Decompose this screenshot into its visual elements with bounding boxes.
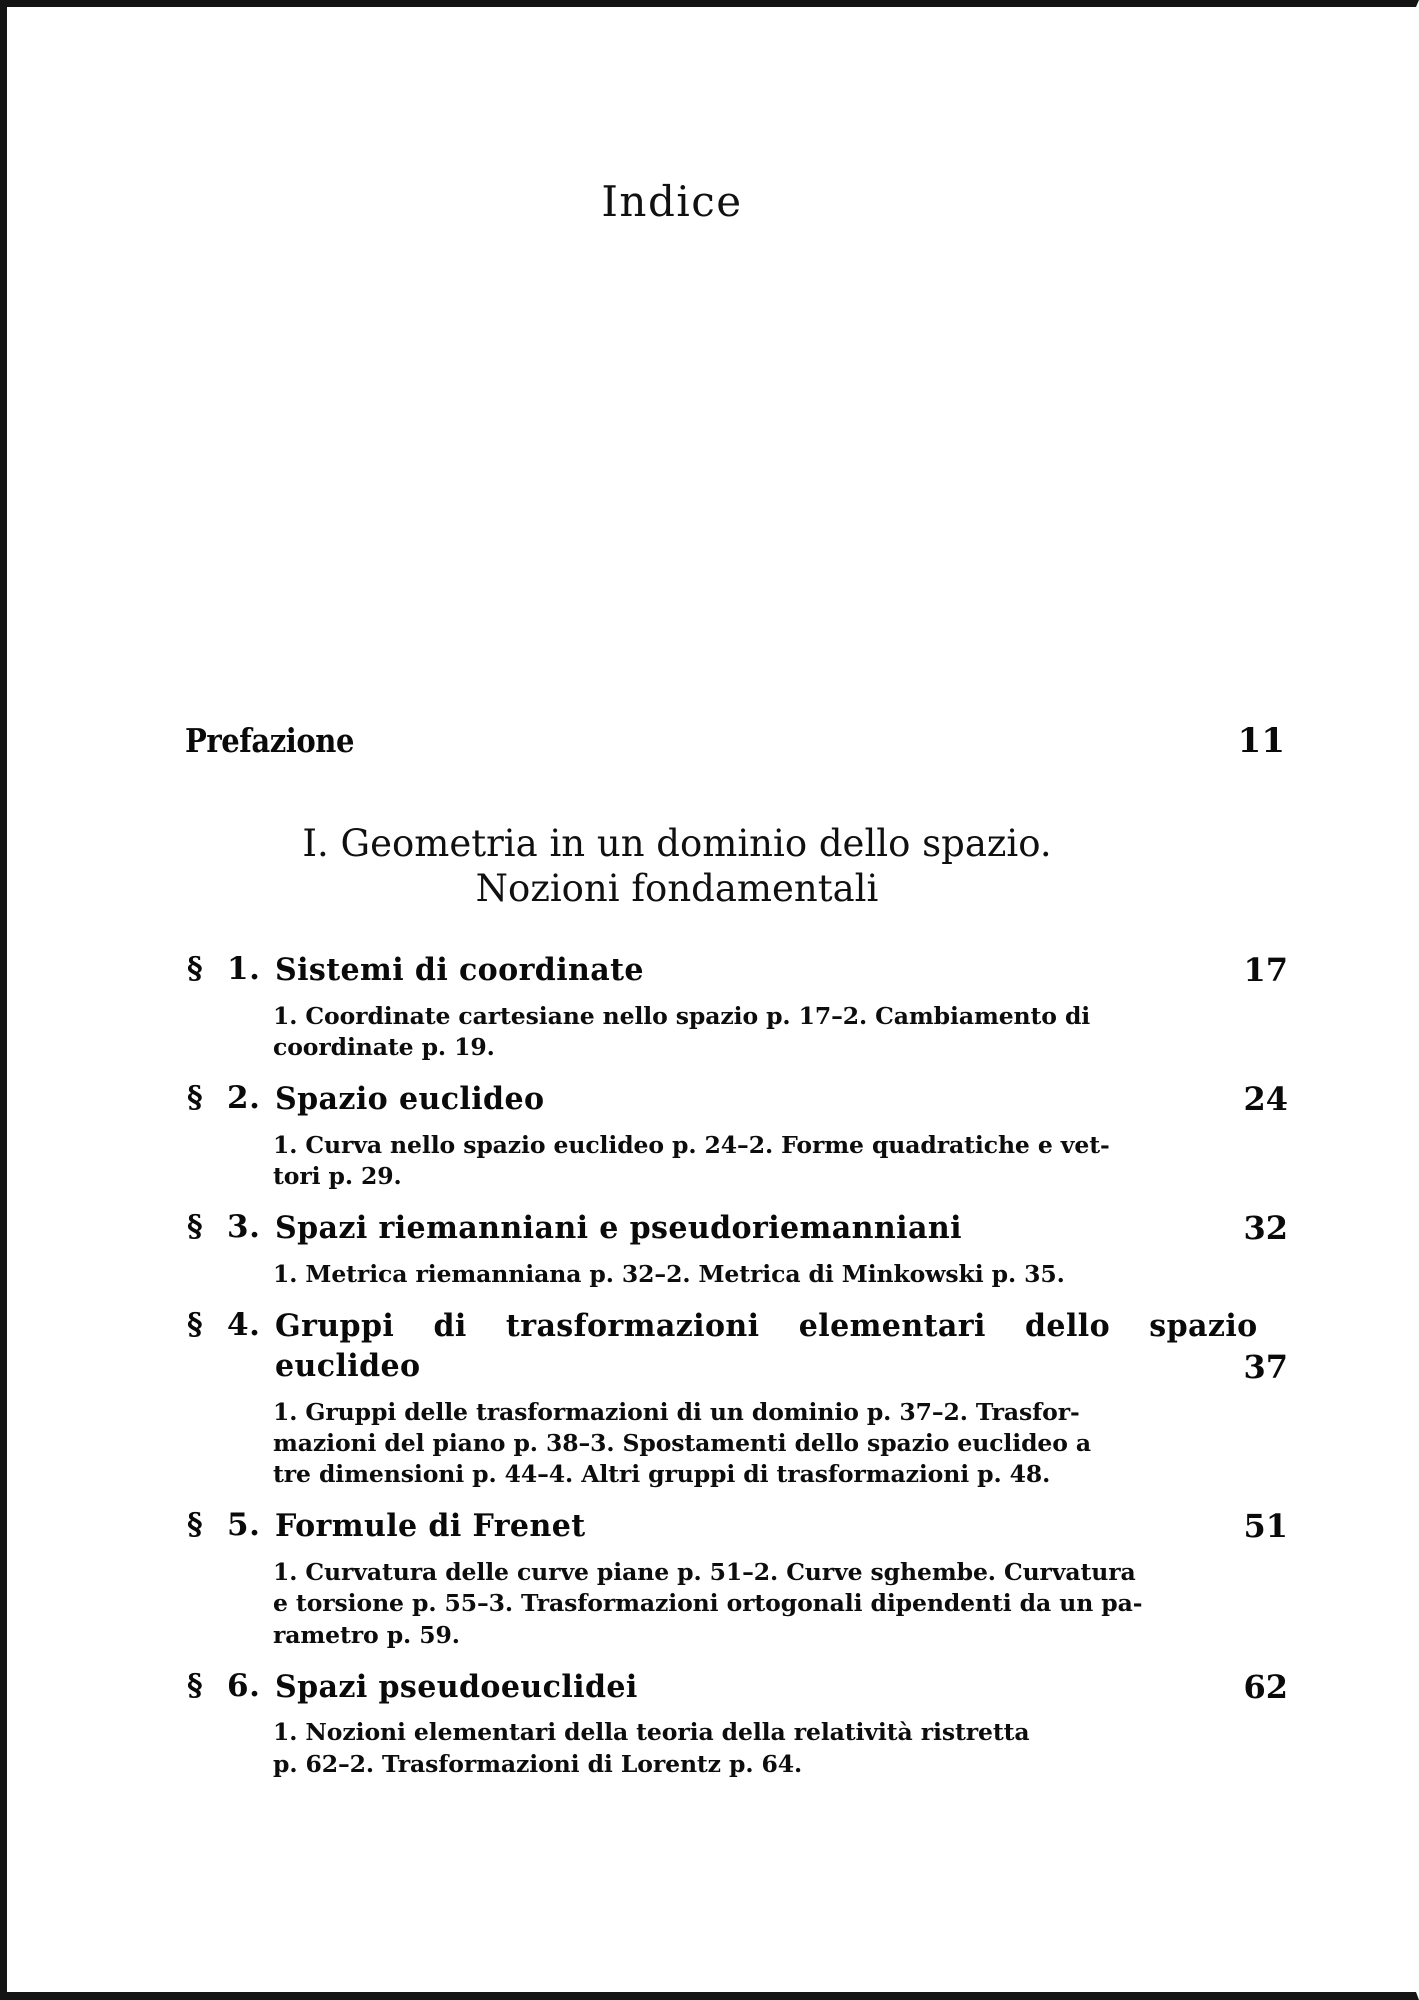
- section-mark-icon: §: [187, 1507, 203, 1543]
- toc-section-heading: [7, 1307, 1416, 1386]
- toc-subentry-line: 1. Metrica riemanniana p. 32–2. Metrica di Minkowski p. 35.: [273, 1260, 1065, 1289]
- toc-section: [7, 951, 1416, 1063]
- section-title: Spazio euclideo: [275, 1081, 545, 1118]
- section-page-number: 32: [1243, 1209, 1288, 1248]
- toc-subentry-line: coordinate p. 19.: [273, 1032, 495, 1061]
- toc-section: [7, 1668, 1416, 1780]
- toc-section: [7, 1080, 1416, 1192]
- section-title: Spazi riemanniani e pseudoriemanniani: [275, 1210, 962, 1247]
- prefazione-label: Prefazione: [185, 721, 355, 760]
- toc-subentries: [7, 1259, 1416, 1290]
- toc-subentry-line: tori p. 29.: [273, 1162, 402, 1191]
- toc-section-heading: [7, 951, 1416, 991]
- section-page-number: 62: [1243, 1667, 1288, 1706]
- section-page-number: 37: [1243, 1348, 1288, 1387]
- section-page-number: 17: [1243, 951, 1288, 989]
- section-title: Formule di Frenet: [275, 1508, 586, 1545]
- section-title-line-2: euclideo: [275, 1347, 421, 1384]
- section-mark-icon: §: [187, 1667, 203, 1703]
- page-title: Indice: [601, 177, 743, 226]
- section-mark-icon: §: [187, 951, 203, 986]
- prefazione-page-number: 11: [1237, 721, 1285, 761]
- toc-subentry-line: mazioni del piano p. 38–3. Spostamenti dello spazio euclideo a: [273, 1428, 1092, 1457]
- toc-subentry-line: p. 62–2. Trasformazioni di Lorentz p. 64.: [273, 1749, 803, 1778]
- section-number: 5.: [227, 1507, 261, 1544]
- toc-section-heading: [7, 1080, 1416, 1120]
- toc-section: [7, 1209, 1416, 1290]
- section-title: Sistemi di coordinate: [275, 952, 644, 988]
- section-number: 3.: [227, 1209, 261, 1246]
- section-title: [275, 1307, 1258, 1386]
- toc-subentries: [7, 1557, 1416, 1651]
- toc-section-heading: [7, 1209, 1416, 1249]
- toc-section: [7, 1307, 1416, 1490]
- section-page-number: 51: [1243, 1507, 1288, 1546]
- section-mark-icon: §: [187, 1307, 203, 1343]
- toc-subentry-line: 1. Curva nello spazio euclideo p. 24–2. Forme quadratiche e vet-: [273, 1130, 1110, 1159]
- toc-section-heading: [7, 1668, 1416, 1708]
- section-title: Spazi pseudoeuclidei: [275, 1668, 638, 1705]
- toc-section: [7, 1507, 1416, 1650]
- section-page-number: 24: [1243, 1080, 1288, 1119]
- toc-subentry-line: 1. Coordinate cartesiane nello spazio p. 17–2. Cambiamento di: [273, 1001, 1091, 1030]
- section-mark-icon: §: [187, 1080, 203, 1116]
- toc-subentries: [7, 1717, 1416, 1780]
- section-number: 1.: [227, 951, 261, 987]
- toc-subentry-line: 1. Nozioni elementari della teoria della relatività ristretta: [273, 1718, 1030, 1747]
- chapter-heading-line-1: I. Geometria in un dominio dello spazio.: [302, 822, 1052, 865]
- section-mark-icon: §: [187, 1209, 203, 1245]
- toc-subentries: [7, 1130, 1416, 1193]
- section-number: 6.: [227, 1667, 261, 1704]
- toc-entry-prefazione: [185, 721, 1285, 761]
- toc-section-heading: [7, 1507, 1416, 1547]
- table-of-contents: [7, 951, 1416, 1797]
- toc-subentries: [7, 1001, 1416, 1064]
- section-title-line-1: Gruppi di trasformazioni elementari dello spazio: [275, 1308, 1258, 1345]
- section-number: 4.: [227, 1307, 261, 1344]
- toc-subentry-line: 1. Curvatura delle curve piane p. 51–2. Curve sghembe. Curvatura: [273, 1558, 1136, 1587]
- toc-subentry-line: e torsione p. 55–3. Trasformazioni ortogonali dipendenti da un pa-: [273, 1589, 1143, 1618]
- toc-subentry-line: rametro p. 59.: [273, 1620, 460, 1649]
- chapter-heading-line-2: Nozioni fondamentali: [475, 867, 879, 911]
- chapter-heading: [7, 821, 1347, 911]
- toc-subentry-line: 1. Gruppi delle trasformazioni di un dominio p. 37–2. Trasfor-: [273, 1397, 1080, 1426]
- toc-subentry-line: tre dimensioni p. 44–4. Altri gruppi di trasformazioni p. 48.: [273, 1460, 1051, 1489]
- section-number: 2.: [227, 1080, 261, 1117]
- toc-subentries: [7, 1397, 1416, 1491]
